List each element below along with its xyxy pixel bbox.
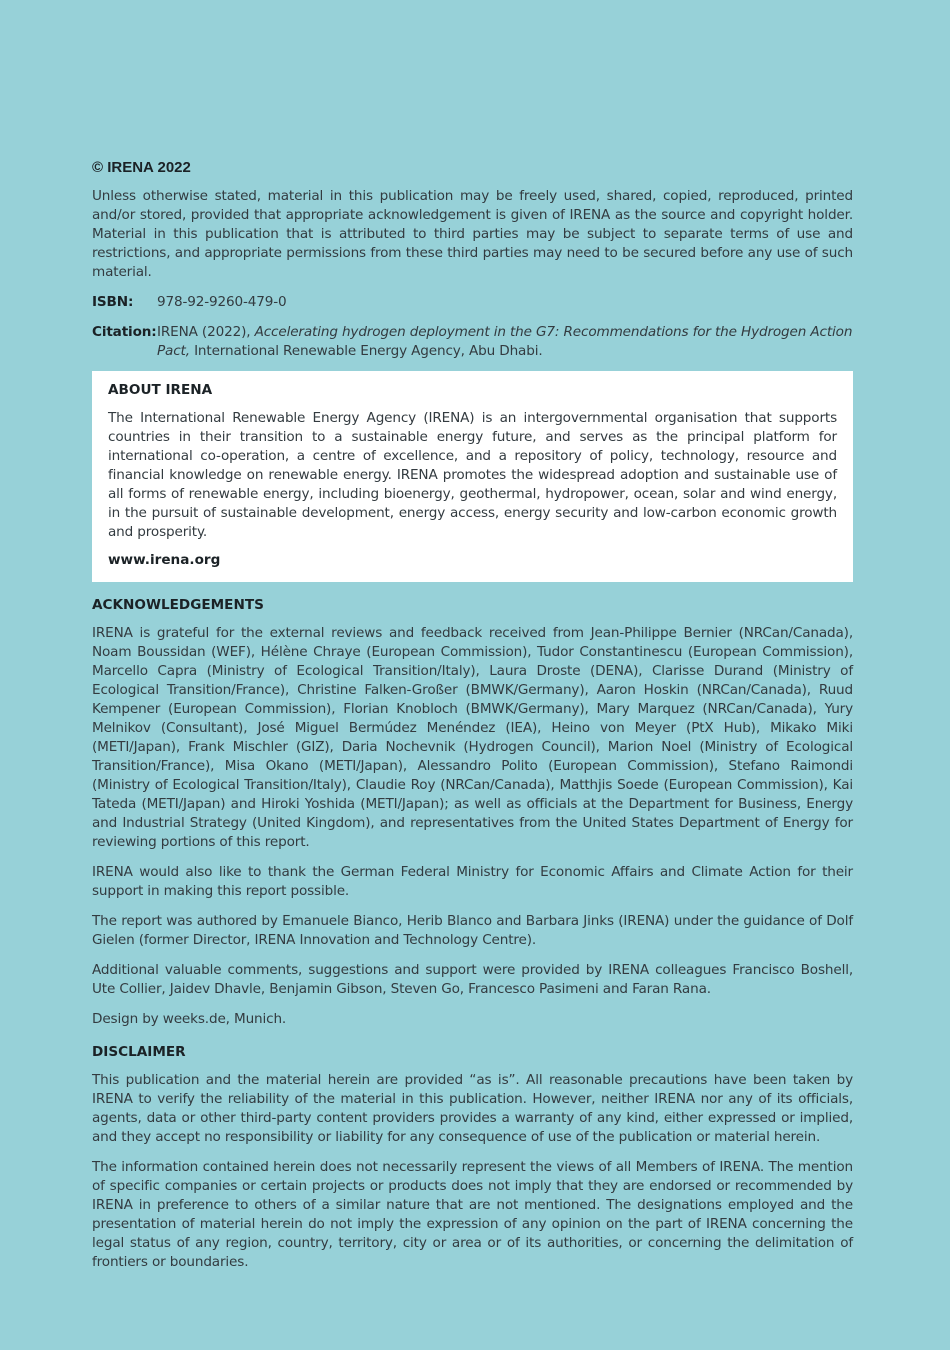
acknowledgements-paragraph: IRENA would also like to thank the German Federal Ministry for Economic Affairs and Climate Action for their support in making this report possible. <box>92 864 853 899</box>
about-body: The International Renewable Energy Agency (IRENA) is an intergovernmental organisation that supports countries in their transition to a sustainable energy future, and serves as the principal platform for international co-operation, a centre of excellence, and a repository of policy, technology, resource and financial knowledge on renewable energy. IRENA promotes the widespread adoption and sustainable use of all forms of renewable energy, including bioenergy, geothermal, hydropower, ocean, solar and wind energy, in the pursuit of sustainable development, energy access, energy security and low-carbon economic growth and prosperity. <box>108 410 837 540</box>
disclaimer-paragraph: This publication and the material herein are provided “as is”. All reasonable precautions have been taken by IRENA to verify the reliability of the material in this publication. However, neither IRENA nor any of its officials, agents, data or other third-party content providers provides a warranty of any kind, either expressed or implied, and they accept no responsibility or liability for any consequence of use of the publication or material herein. <box>92 1072 853 1145</box>
acknowledgements-heading: ACKNOWLEDGEMENTS <box>92 597 264 613</box>
website-link[interactable]: www.irena.org <box>108 552 221 568</box>
acknowledgements-paragraph: The report was authored by Emanuele Bianco, Herib Blanco and Barbara Jinks (IRENA) under the guidance of Dolf Gielen (former Director, IRENA Innovation and Technology Centre). <box>92 913 853 948</box>
disclaimer-heading: DISCLAIMER <box>92 1044 186 1060</box>
about-irena-box <box>92 371 853 582</box>
citation-title: Accelerating hydrogen deployment in the G7: Recommendations for the Hydrogen Action Pact, <box>157 324 853 359</box>
citation-label: Citation: <box>92 324 157 340</box>
isbn-row <box>92 293 853 312</box>
acknowledgements-paragraph: IRENA is grateful for the external reviews and feedback received from Jean-Philippe Bernier (NRCan/Canada), Noam Boussidan (WEF), Hélène Chraye (European Commission), Tudor Constantinescu (European Commission), Marcello Capra (Ministry of Ecological Transition/Italy), Laura Droste (DENA), Clarisse Durand (Ministry of Ecological Transition/France), Christine Falken-Großer (BMWK/Germany), Aaron Hoskin (NRCan/Canada), Ruud Kempener (European Commission), Florian Knobloch (BMWK/Germany), Mary Marquez (NRCan/Canada), Yury Melnikov (Consultant), José Miguel Bermúdez Menéndez (IEA), Heino von Meyer (PtX Hub), Mikako Miki (METI/Japan), Frank Mischler (GIZ), Daria Nochevnik (Hydrogen Council), Marion Noel (Ministry of Ecological Transition/France), Misa Okano (METI/Japan), Alessandro Polito (European Commission), Stefano Raimondi (Ministry of Ecological Transition/Italy), Claudie Roy (NRCan/Canada), Matthjis Soede (European Commission), Kai Tateda (METI/Japan) and Hiroki Yoshida (METI/Japan); as well as officials at the Department for Business, Energy and Industrial Strategy (United Kingdom), and representatives from the United States Department of Energy for reviewing portions of this report. <box>92 625 853 850</box>
copyright-notice: © IRENA 2022 <box>92 159 191 176</box>
disclaimer-paragraph: The information contained herein does not necessarily represent the views of all Members of IRENA. The mention of specific companies or certain projects or products does not imply that they are endorsed or recommended by IRENA in preference to others of a similar nature that are not mentioned. The designations employed and the presentation of material herein do not imply the expression of any opinion on the part of IRENA concerning the legal status of any region, country, territory, city or area or of its authorities, or concerning the delimitation of frontiers or boundaries. <box>92 1159 853 1270</box>
content-column <box>92 158 853 1272</box>
isbn-value: 978-92-9260-479-0 <box>157 294 287 310</box>
citation-suffix: International Renewable Energy Agency, Abu Dhabi. <box>189 343 543 359</box>
citation-row <box>92 323 853 361</box>
citation-prefix: IRENA (2022), <box>157 324 255 340</box>
citation-value <box>157 323 853 361</box>
acknowledgements-paragraph: Additional valuable comments, suggestions and support were provided by IRENA colleagues Francisco Boshell, Ute Collier, Jaidev Dhavle, Benjamin Gibson, Steven Go, Francesco Pasimeni and Faran Rana. <box>92 962 853 997</box>
isbn-label: ISBN: <box>92 294 134 310</box>
usage-statement: Unless otherwise stated, material in this publication may be freely used, shared, copied, reproduced, printed and/or stored, provided that appropriate acknowledgement is given of IRENA as the source and copyright holder. Material in this publication that is attributed to third parties may be subject to separate terms of use and restrictions, and appropriate permissions from these third parties may need to be secured before any use of such material. <box>92 188 853 280</box>
design-credit: Design by weeks.de, Munich. <box>92 1011 287 1027</box>
about-heading: ABOUT IRENA <box>108 382 213 398</box>
